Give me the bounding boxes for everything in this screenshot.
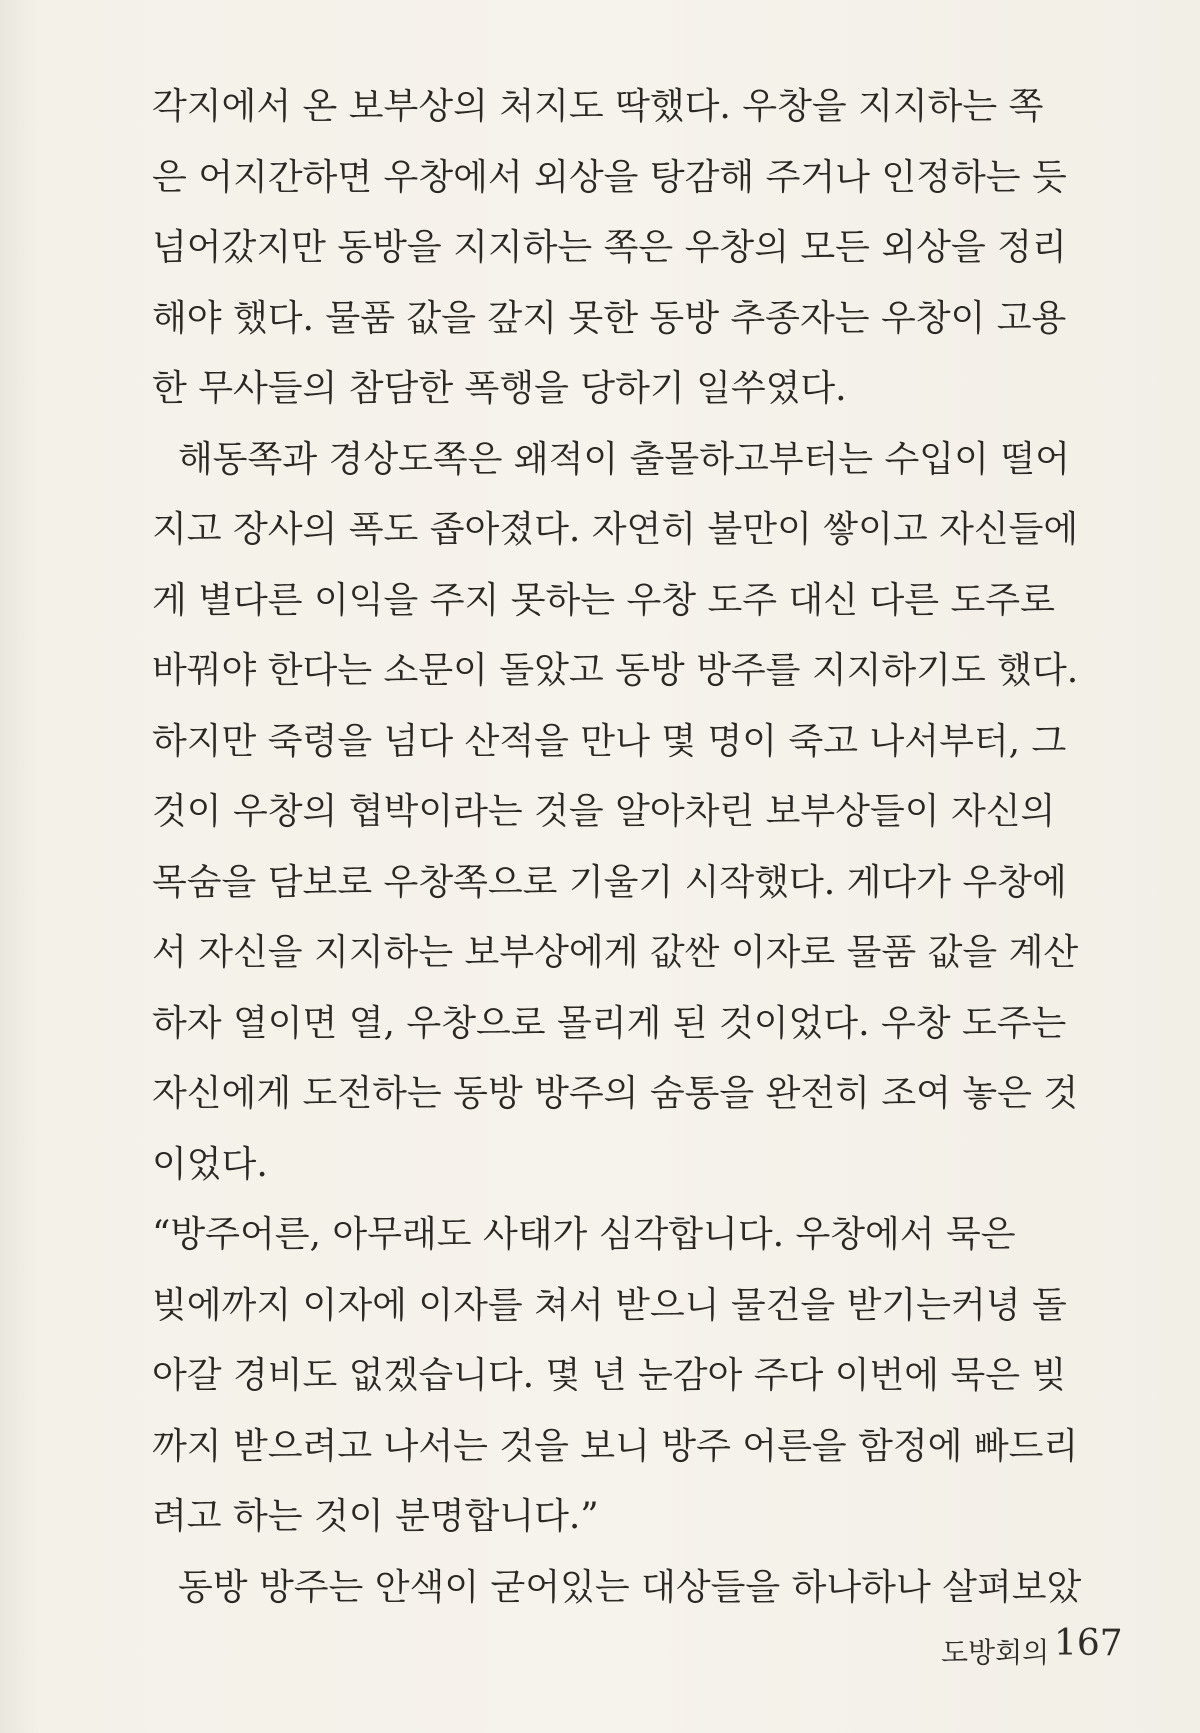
- text-line: 게 별다른 이익을 주지 못하는 우창 도주 대신 다른 도주로: [152, 579, 1055, 621]
- text-line: 목숨을 담보로 우창쪽으로 기울기 시작했다. 게다가 우창에: [152, 861, 1067, 903]
- page-number: 167: [1054, 1623, 1123, 1664]
- text-line: 지고 장사의 폭도 좁아졌다. 자연히 불만이 쌓이고 자신들에: [152, 509, 1079, 550]
- text-line: 까지 받으려고 나서는 것을 보니 방주 어른을 함정에 빠드리: [152, 1425, 1079, 1467]
- body-text: [152, 72, 1092, 1623]
- text-line: 각지에서 온 보부상의 처지도 딱했다. 우창을 지지하는 쪽: [152, 86, 1044, 127]
- text-line: 자신에게 도전하는 동방 방주의 숨통을 완전히 조여 놓은 것: [152, 1073, 1079, 1114]
- text-line: 해야 했다. 물품 값을 갚지 못한 동방 추종자는 우창이 고용: [152, 297, 1067, 339]
- text-line: 넘어갔지만 동방을 지지하는 쪽은 우창의 모든 외상을 정리: [152, 227, 1067, 268]
- text-line: “방주어른, 아무래도 사태가 심각합니다. 우창에서 묵은: [152, 1214, 1016, 1255]
- text-line: 한 무사들의 참담한 폭행을 당하기 일쑤였다.: [152, 368, 847, 409]
- text-line: 은 어지간하면 우창에서 외상을 탕감해 주거나 인정하는 듯: [152, 156, 1067, 198]
- text-line: 바꿔야 한다는 소문이 돌았고 동방 방주를 지지하기도 했다.: [152, 650, 1079, 691]
- text-line: 려고 하는 것이 분명합니다.”: [152, 1496, 599, 1537]
- text-line: 이었다.: [152, 1143, 268, 1185]
- text-line: 빚에까지 이자에 이자를 쳐서 받으니 물건을 받기는커녕 돌: [152, 1284, 1067, 1326]
- text-line: 해동쪽과 경상도쪽은 왜적이 출몰하고부터는 수입이 떨어: [178, 438, 1070, 480]
- text-line: 하지만 죽령을 넘다 산적을 만나 몇 명이 죽고 나서부터, 그: [152, 720, 1067, 762]
- text-line: 동방 방주는 안색이 굳어있는 대상들을 하나하나 살펴보았: [178, 1566, 1082, 1608]
- running-head: 도방회의: [941, 1636, 1050, 1669]
- text-line: 것이 우창의 협박이라는 것을 알아차린 보부상들이 자신의: [152, 791, 1056, 832]
- text-line: 하자 열이면 열, 우창으로 몰리게 된 것이었다. 우창 도주는: [152, 1002, 1067, 1044]
- page-footer: [0, 1613, 1200, 1673]
- text-line: 서 자신을 지지하는 보부상에게 값싼 이자로 물품 값을 계산: [152, 932, 1079, 973]
- text-line: 아갈 경비도 없겠습니다. 몇 년 눈감아 주다 이번에 묵은 빚: [152, 1355, 1067, 1396]
